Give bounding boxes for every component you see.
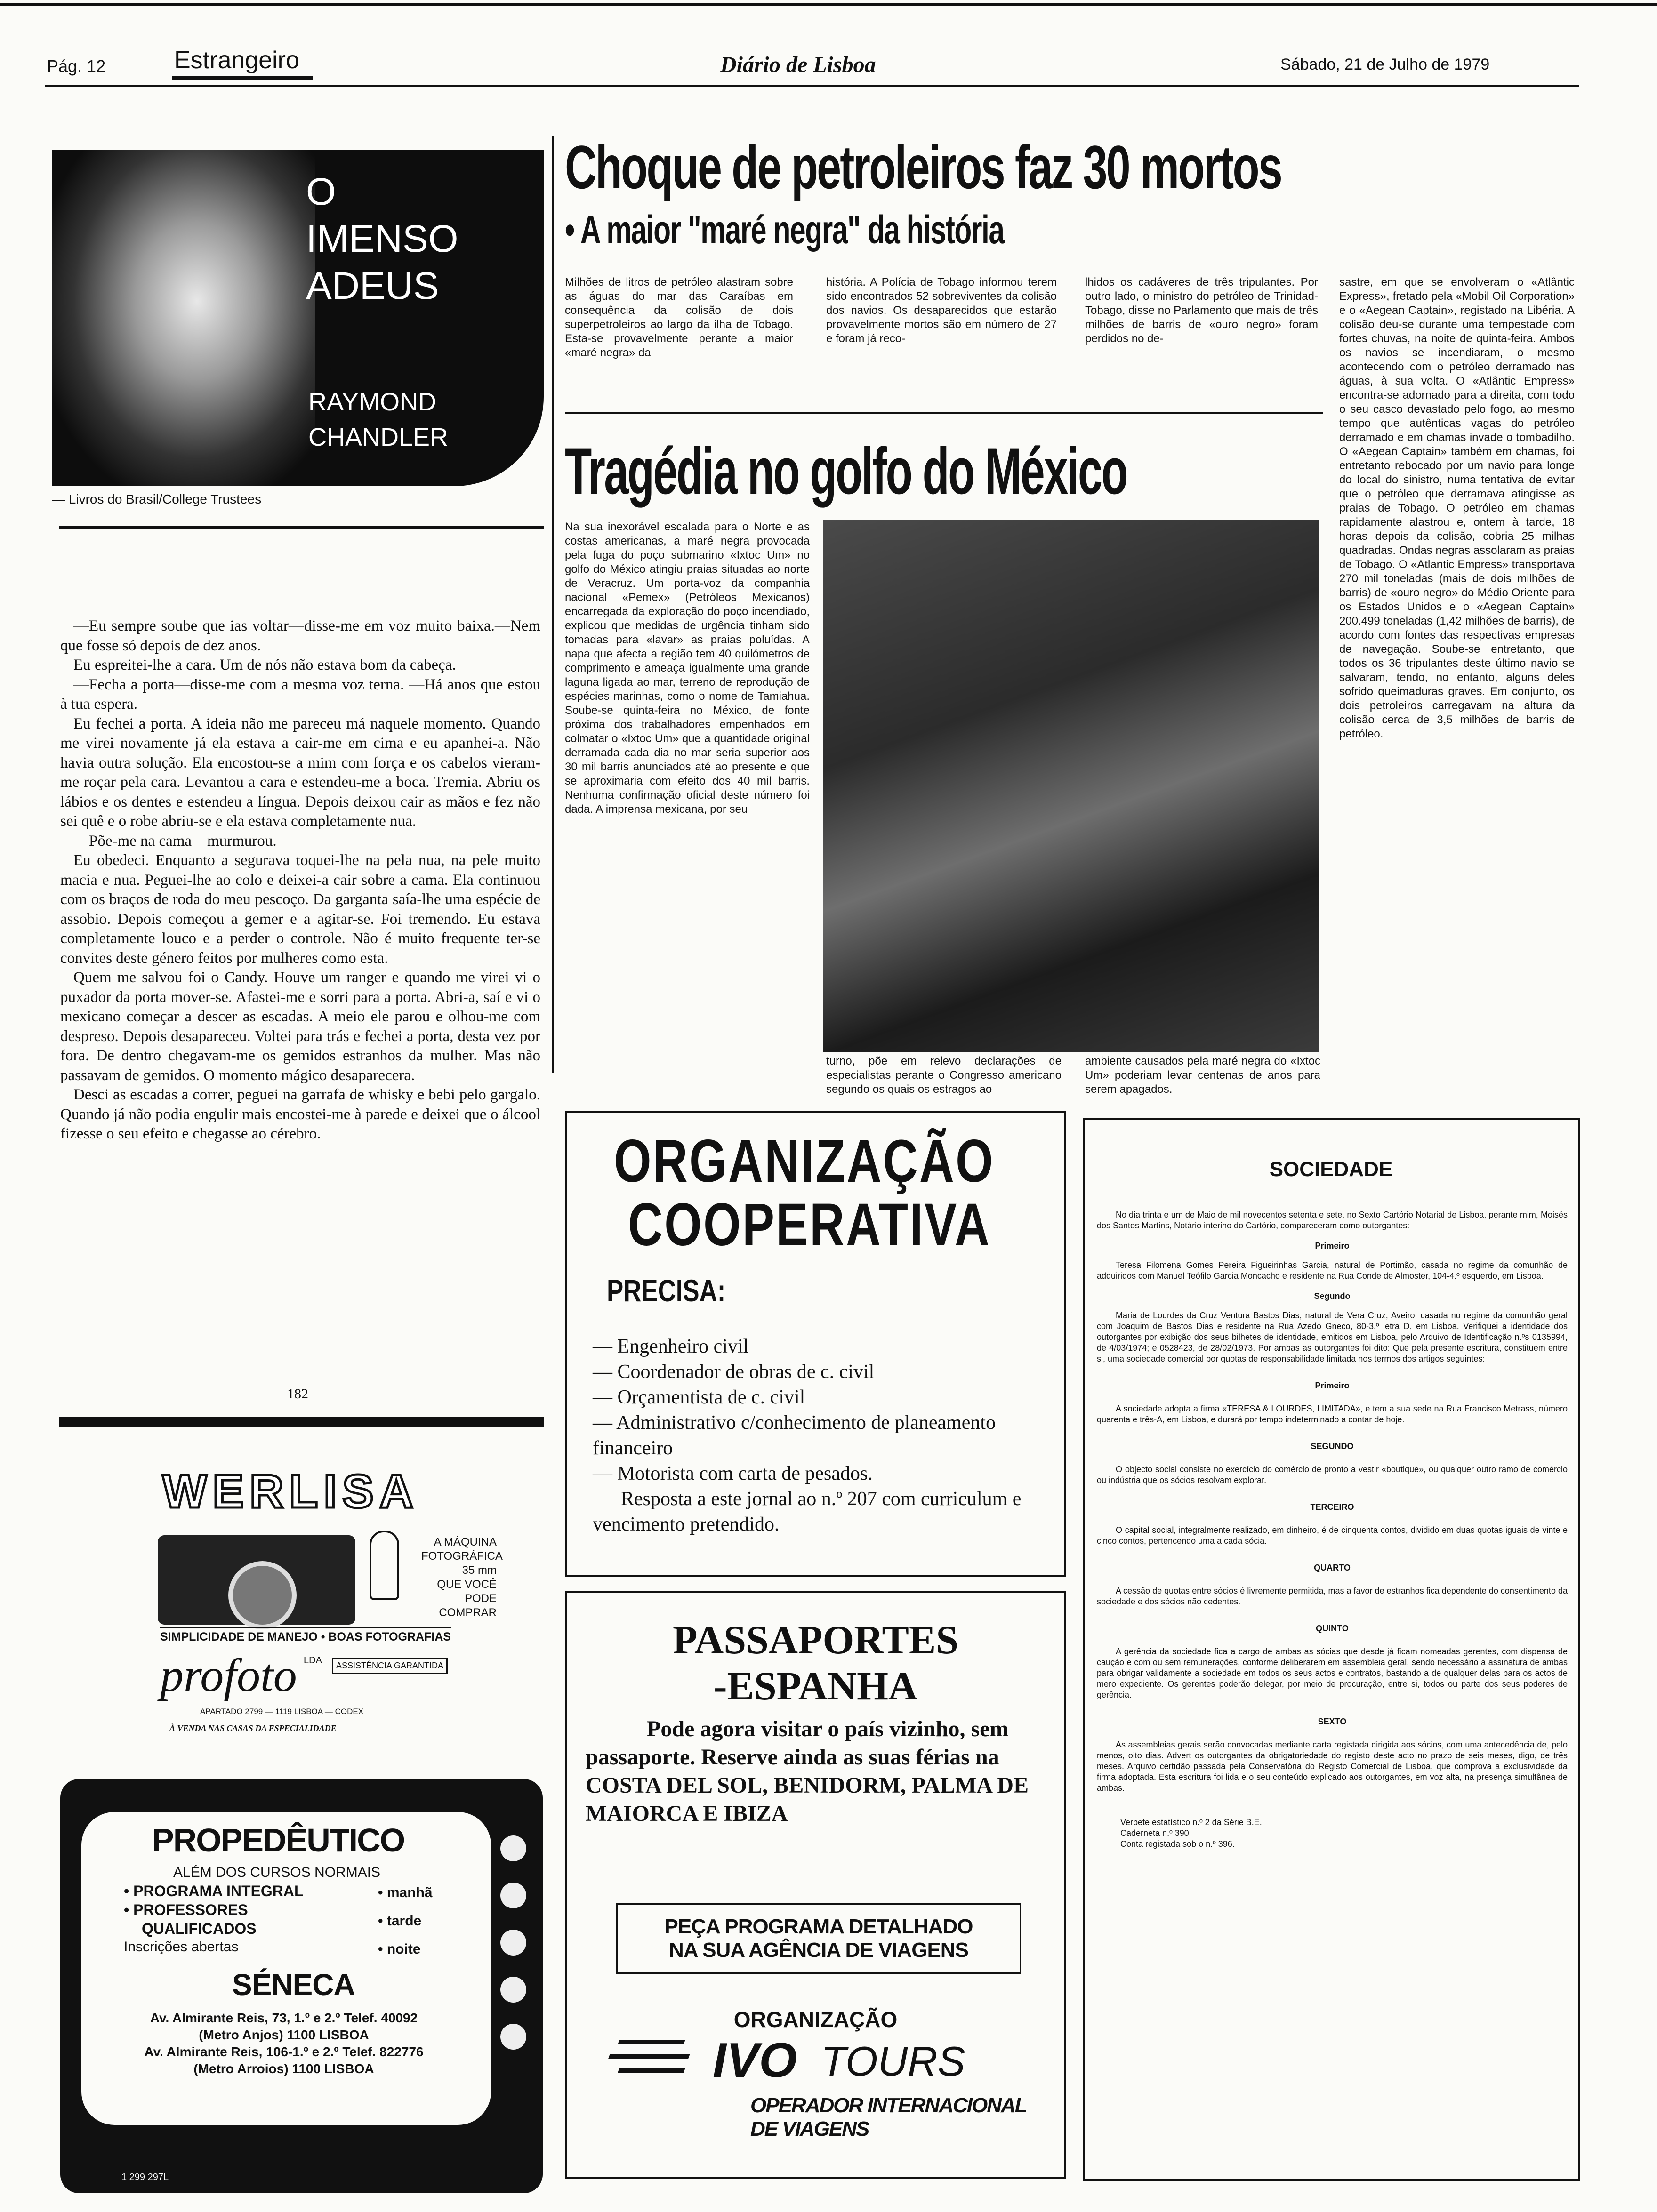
address-line: Av. Almirante Reis, 106-1.º e 2.º Telef. 822776 — [144, 2044, 424, 2059]
werlisa-tag: A MÁQUINA — [434, 1536, 497, 1548]
job-item: — Motorista com carta de pesados. — [593, 1463, 873, 1484]
main-headline: Choque de petroleiros faz 30 mortos — [565, 133, 1281, 201]
header-rule — [45, 85, 1579, 87]
second-story-col1: Na sua inexorável escalada para o Norte e as costas americanas, a maré negra provocada pela fuga do poço submarino «Ixtoc Um» no golfo do México atingiu praias situadas ao norte de Veracruz. Um porta-voz da companhia nacional «Pemex» (Petróleos Mexicanos) encarregada da exploração do poço incendiado, explicou que medidas de urgência tinham sido tomadas para «lavar» as praias poluídas. A napa que afecta a região tem 40 quilómetros de comprimento e ameaça igualmente uma grande laguna ligada ao mar, terreno de reprodução de espécies marinhas, como o nome de Tamiahua. Soube-se quinta-feira no México, de fonte próxima dos trabalhadores empenhados em colmatar o «Ixtoc Um» que a quantidade original derramada cada dia no mar seria superior aos 30 mil barris anunciados até ao presente e que se aproximaria com efeito dos 40 mil barris. Nenhuma confirmação oficial deste número foi dada. A imprensa mexicana, por seu — [565, 521, 810, 816]
werlisa-tag: PODE COMPRAR — [439, 1592, 497, 1619]
job-item: — Coordenador de obras de c. civil — [593, 1361, 875, 1383]
profoto-logo: profoto — [160, 1649, 297, 1701]
excerpt-paragraph: Desci as escadas a correr, peguei na garrafa de whisky e bebi pelo gargalo. Quando já não podia engulir mais encostei-me à parede e deixei que o álcool fizesse o seu efeito e chegasse ao cérebro. — [60, 1086, 540, 1142]
werlisa-tag: 35 mm — [462, 1564, 497, 1577]
deed-footer: Caderneta n.º 390 — [1120, 1828, 1189, 1838]
speed-line — [618, 2068, 685, 2073]
propedeutico-item: QUALIFICADOS — [142, 1920, 257, 1937]
excerpt-paragraph: Eu obedeci. Enquanto a segurava toquei-lhe na pela nua, na pele muito macia e nua. Peguei-lhe ao colo e deixei-a cair sobre a cama. Ela continuou com os braços de roda do meu pescoço. Da garganta saía-lhe uma espécie de assobio. Depois começou a gemer e a agitar-se. Foi tremendo. Eu estava completamente louco e a perder o controle. Não é muito frequente ter-se convites deste género feitos por mulheres como esta. — [60, 852, 540, 967]
profoto-address: APARTADO 2799 — 1119 LISBOA — CODEX — [200, 1707, 364, 1716]
story-separator — [565, 412, 1323, 414]
deed-paragraph: O capital social, integralmente realizado, em dinheiro, é de cinquenta contos, dividido em duas quotas iguais de vinte e cinco contos, pertencendo uma a cada sócia. — [1097, 1525, 1568, 1546]
excerpt-paragraph: —Eu sempre soube que ias voltar—disse-me em voz muito baixa.—Nem que fosse só depois de dez anos. — [60, 617, 540, 654]
address-line: (Metro Arroios) 1100 LISBOA — [193, 2061, 374, 2076]
propedeutico-item: Inscrições abertas — [124, 1939, 239, 1955]
job-item: — Engenheiro civil — [593, 1336, 749, 1357]
assist-badge: ASSISTÊNCIA GARANTIDA — [332, 1658, 448, 1674]
deed-heading: SEGUNDO — [1311, 1442, 1354, 1451]
program-line: NA SUA AGÊNCIA DE VIAGENS — [669, 1939, 968, 1962]
section-name: Estrangeiro — [174, 47, 299, 74]
tours-brand: TOURS — [821, 2038, 965, 2084]
main-story-col2: história. A Polícia de Tobago informou terem sido encontrados 52 sobreviventes da colisão dos navios. Os desaparecidos que estarão provavelmente mortos são em número de 27 e foram já reco- — [826, 276, 1057, 345]
propedeutico-sub: ALÉM DOS CURSOS NORMAIS — [173, 1865, 381, 1880]
werlisa-footer: À VENDA NAS CASAS DA ESPECIALIDADE — [169, 1723, 337, 1733]
coop-needs: PRECISA: — [607, 1273, 726, 1308]
deed-footer: Verbete estatístico n.º 2 da Série B.E. — [1120, 1818, 1262, 1827]
book-credit: — Livros do Brasil/College Trustees — [52, 492, 262, 506]
passport-title2: -ESPANHA — [713, 1663, 918, 1708]
second-headline: Tragédia no golfo do México — [565, 434, 1127, 508]
werlisa-slogan: SIMPLICIDADE DE MANEJO • BOAS FOTOGRAFIAS — [160, 1627, 451, 1644]
tv-knob — [500, 1930, 526, 1956]
coop-ad — [565, 1111, 1066, 1577]
deed-paragraph: A sociedade adopta a firma «TERESA & LOURDES, LIMITADA», e tem a sua sede na Rua Francisco Metrass, número quarenta e três-A, em Lisboa, e durará por tempo indeterminado a contar de hoje. — [1097, 1404, 1568, 1424]
propedeutico-title: PROPEDÊUTICO — [152, 1822, 405, 1859]
deed-heading: Segundo — [1314, 1291, 1351, 1301]
sociedade-right-rule — [1578, 1118, 1580, 2181]
werlisa-tag: QUE VOCÊ — [437, 1578, 497, 1591]
deed-paragraph: O objecto social consiste no exercício do comércio de pronto a vestir «boutique», ou qualquer outro ramo de comércio ou indústria que os sócios resolvam explorar. — [1097, 1465, 1568, 1485]
sociedade-title: SOCIEDADE — [1269, 1158, 1393, 1181]
propedeutico-item: • PROGRAMA INTEGRAL — [124, 1883, 304, 1899]
camera-image — [158, 1535, 355, 1625]
tv-knob — [500, 2024, 526, 2050]
speed-line — [618, 2040, 685, 2044]
deed-paragraph: A gerência da sociedade fica a cargo de ambas as sócias que desde já ficam nomeadas gerentes, com dispensa de caução e com ou sem remunerações, conforme deliberarem em assembleia geral, sendo necessário a assinatura de ambas para obrigar validamente a sociedade em todos os seus actos e contratos, bastando a de qualquer delas para os actos de mero expediente. Os gerentes poderão delegar, por meio de procuração, entre si, todos ou parte dos seus poderes de gerência. — [1097, 1647, 1568, 1699]
profoto-lda: LDA — [304, 1655, 322, 1666]
second-story-col3: ambiente causados pela maré negra do «Ixtoc Um» poderiam levar centenas de anos para serem apagados. — [1085, 1055, 1320, 1096]
passport-ad — [565, 1591, 1066, 2179]
ad-code: 1 299 297L — [121, 2172, 169, 2182]
ivo-tagline1: OPERADOR INTERNACIONAL — [750, 2094, 1027, 2117]
book-author-first: RAYMOND — [308, 388, 437, 416]
propedeutico-item: • PROFESSORES — [124, 1901, 248, 1918]
deed-heading: QUARTO — [1314, 1563, 1351, 1572]
book-title-adeus: ADEUS — [306, 264, 439, 307]
excerpt-paragraph: Quem me salvou foi o Candy. Houve um ranger e quando me virei vi o puxador da porta mover-se. Afastei-me e sorri para a porta. Abri-a, saí e vi o mexicano começar a descer as escadas. A meio ele parou e olhou-me com despreso. Depois desapareceu. Voltei para trás e fechei a porta, desta vez por fora. De dentro chegavam-me os gemidos estranhos da mulher. Mas não passavam de gemidos. O momento mágico desaparecera. — [60, 969, 540, 1084]
coop-reply: Resposta a este jornal ao n.º 207 com curriculum e vencimento pretendido. — [593, 1488, 1022, 1535]
sociedade-bottom-rule — [1085, 2179, 1579, 2181]
tv-knob — [500, 1835, 526, 1861]
masthead: Diário de Lisboa — [720, 52, 876, 77]
werlisa-ad — [59, 1427, 544, 1766]
excerpt-paragraph: —Põe-me na cama—murmurou. — [73, 832, 277, 850]
speed-line — [608, 2054, 690, 2059]
deed-paragraph: As assembleias gerais serão convocadas mediante carta registada dirigida aos sócios, com uma antecedência de, pelo menos, oito dias. Advert os outorgantes da obrigatoriedade do registo deste acto no prazo de seis meses, digo, de três meses. Arquivo certidão passada pela Conservatória do Registo Comercial de Lisboa, que comprova a exclusividade da firma adoptada. Esta escritura foi lida e o seu conteúdo explicado aos outorgantes, em voz alta, na presença simultânea de ambas. — [1097, 1740, 1568, 1793]
top-rule — [0, 3, 1657, 6]
main-subhead: • A maior "maré negra" da história — [565, 208, 1004, 252]
address-line: Av. Almirante Reis, 73, 1.º e 2.º Telef. 40092 — [150, 2011, 418, 2025]
ivo-tagline2: DE VIAGENS — [750, 2117, 869, 2140]
sociedade-top-rule — [1085, 1118, 1579, 1120]
propedeutico-ad — [60, 1779, 543, 2193]
book-author-last: CHANDLER — [308, 423, 449, 451]
coop-list — [593, 1334, 1045, 1537]
deed-heading: TERCEIRO — [1310, 1502, 1354, 1512]
author-portrait — [52, 150, 315, 486]
section-underline — [172, 76, 313, 80]
werlisa-tag: FOTOGRÁFICA — [421, 1550, 503, 1563]
school-address — [96, 2010, 472, 2077]
main-story-col1: Milhões de litros de petróleo alastram sobre as águas do mar das Caraíbas em consequência da colisão de dois superpetroleiros ao largo da ilha de Tobago. Esta-se provavelmente perante a maior «maré negra» da — [565, 276, 793, 359]
book-rule — [59, 526, 544, 529]
coop-title1: ORGANIZAÇÃO — [614, 1128, 995, 1195]
deed-heading: SEXTO — [1318, 1717, 1347, 1726]
book-title-imenso: IMENSO — [306, 217, 458, 260]
werlisa-tagline — [421, 1535, 503, 1620]
sociedade-text — [1097, 1210, 1568, 1850]
program-box — [616, 1903, 1021, 1974]
sociedade-left-rule — [1083, 1118, 1085, 2181]
address-line: (Metro Anjos) 1100 LISBOA — [199, 2028, 369, 2042]
deed-paragraph: No dia trinta e um de Maio de mil novecentos setenta e sete, no Sexto Cartório Notarial de Lisboa, perante mim, Moisés dos Santos Martins, Notário interino do Cartório, compareceram como outorgantes: — [1097, 1210, 1568, 1230]
book-title-o: O — [306, 170, 336, 213]
excerpt-paragraph: —Fecha a porta—disse-me com a mesma voz terna. —Há anos que estou à tua espera. — [60, 676, 540, 713]
job-item: — Administrativo c/conhecimento de planeamento financeiro — [593, 1412, 996, 1459]
program-line: PEÇA PROGRAMA DETALHADO — [664, 1915, 973, 1938]
deed-paragraph: Teresa Filomena Gomes Pereira Figueirinhas Garcia, natural de Portimão, casada no regime da comunhão de adquiridos com Manuel Teófilo Garcia Moncacho e residente na Rua Conde de Almoster, 104-4.º esquerdo, em Lisboa. — [1097, 1260, 1568, 1281]
tv-knob — [500, 1977, 526, 2003]
schedule-item: • tarde — [378, 1913, 422, 1929]
deed-heading: Primeiro — [1315, 1241, 1350, 1250]
excerpt-page-number: 182 — [287, 1386, 308, 1402]
schedule-item: • noite — [378, 1941, 421, 1957]
ivo-brand: IVO — [713, 2033, 797, 2088]
passport-body: Pode agora visitar o país vizinho, sem passaporte. Reserve ainda as suas férias na COSTA DEL SOL, BENIDORM, PALMA DE MAIORCA E IBIZA — [586, 1716, 1029, 1826]
coop-title2: COOPERATIVA — [628, 1191, 991, 1258]
werlisa-top-bar — [59, 1417, 544, 1427]
second-story-col2: turno, põe em relevo declarações de especialistas perante o Congresso americano segundo os quais os estragos ao — [826, 1055, 1062, 1096]
school-name: SÉNECA — [232, 1968, 355, 2002]
werlisa-brand: WERLISA — [162, 1465, 419, 1518]
main-story-col3: lhidos os cadáveres de três tripulantes. Por outro lado, o ministro do petróleo de Trinidad-Tobago, disse no Parlamento que mais de três milhões de barris de «ouro negro» foram perdidos no de- — [1085, 276, 1318, 345]
tv-knob — [500, 1883, 526, 1908]
deed-heading: Primeiro — [1315, 1381, 1350, 1390]
camera-lens — [228, 1561, 297, 1629]
deed-footer: Conta registada sob o n.º 396. — [1120, 1839, 1235, 1849]
column-divider — [552, 136, 554, 1073]
schedule-item: • manhã — [378, 1885, 433, 1900]
tv-screen — [81, 1812, 491, 2125]
issue-date: Sábado, 21 de Julho de 1979 — [1280, 56, 1490, 73]
page-number: Pág. 12 — [47, 56, 106, 76]
mascot-figure — [370, 1531, 399, 1600]
book-cover — [52, 150, 544, 486]
excerpt-paragraph: Eu fechei a porta. A ideia não me pareceu má naquele momento. Quando me virei novamente já ela estava a cair-me em cima e eu apanhei-a. Não havia outra solução. Ela encostou-se a mim com força e os cabelos vieram-me roçar pela cara. Levantou a cara e estendeu-me a boca. Tremia. Abriu os lábios e os dentes e estendeu a língua. Depois deixou cair as mãos e fez não sei quê e o robe abriu-se e ela estava completamente nua. — [60, 715, 540, 830]
novel-excerpt — [60, 617, 540, 1144]
passport-title1: PASSAPORTES — [672, 1617, 959, 1662]
job-item: — Orçamentista de c. civil — [593, 1387, 805, 1408]
oil-fire-photo — [823, 520, 1319, 1052]
main-story-col4: sastre, em que se envolveram o «Atlântic Express», fretado pela «Mobil Oil Corporation» e o «Aegean Captain», registado na Libéria. A colisão deu-se durante uma tempestade com fortes chuvas, na noite de quinta-feira. Ambos os navios se incendiaram, o mesmo acontecendo com o petróleo derramado nas águas, à sua volta. O «Atlântic Empress» encontra-se adornado para a direita, com todo o seu casco devastado pelo fogo, ao mesmo tempo que autênticas vagas do petróleo derramado e em chamas invade o tombadilho. O «Aegean Captain» também em chamas, foi entretanto rebocado por um navio para longe do local do sinistro, numa tentativa de evitar que o petróleo que derramava atingisse as praias de Tobago. O petróleo em chamas rapidamente alastrou e, ontem à tarde, 18 horas depois da colisão, cobria 25 milhas quadradas. Ondas negras assolaram as praias de Tobago. O «Atlantic Empress» transportava 270 mil toneladas (mais de dois milhões de barris) de «ouro negro» do Médio Oriente para os Estados Unidos e o «Aegean Captain» 200.499 toneladas (1,42 milhões de barris), de acordo com fontes das respectivas empresas de navegação. Soube-se entretanto, que todos os 36 tripulantes deste último navio se salvaram, tendo, no entanto, alguns deles sofrido queimaduras graves. Em conjunto, os dois petroleiros carregavam na altura da colisão cerca de 3,5 milhões de barris de petróleo. — [1339, 276, 1575, 740]
deed-paragraph: A cessão de quotas entre sócios é livremente permitida, mas a favor de estranhos fica dependente do consentimento da sociedade e dos sócios não cedentes. — [1097, 1586, 1568, 1606]
deed-paragraph: Maria de Lourdes da Cruz Ventura Bastos Dias, natural de Vera Cruz, Aveiro, casada no regime da comunhão geral com Joaquim de Bastos Dias e residente na Rua Azedo Gneco, 80-3.º letra D, em Lisboa. Verifiquei a identidade dos outorgantes por exibição dos seus bilhetes de identidade, emitidos em Lisboa, pelo Arquivo de Identificação n.ºs 0135994, de 4/03/1974; e 0528423, de 28/02/1973. Por ambas as outorgantes foi dito: Que pela presente escritura, constituem entre si, uma sociedade comercial por quotas de responsabilidade limitada nos termos dos artigos seguintes: — [1097, 1311, 1568, 1363]
excerpt-paragraph: Eu espreitei-lhe a cara. Um de nós não estava bom da cabeça. — [73, 657, 456, 673]
org-label: ORGANIZAÇÃO — [733, 2007, 898, 2032]
deed-heading: QUINTO — [1316, 1624, 1349, 1633]
